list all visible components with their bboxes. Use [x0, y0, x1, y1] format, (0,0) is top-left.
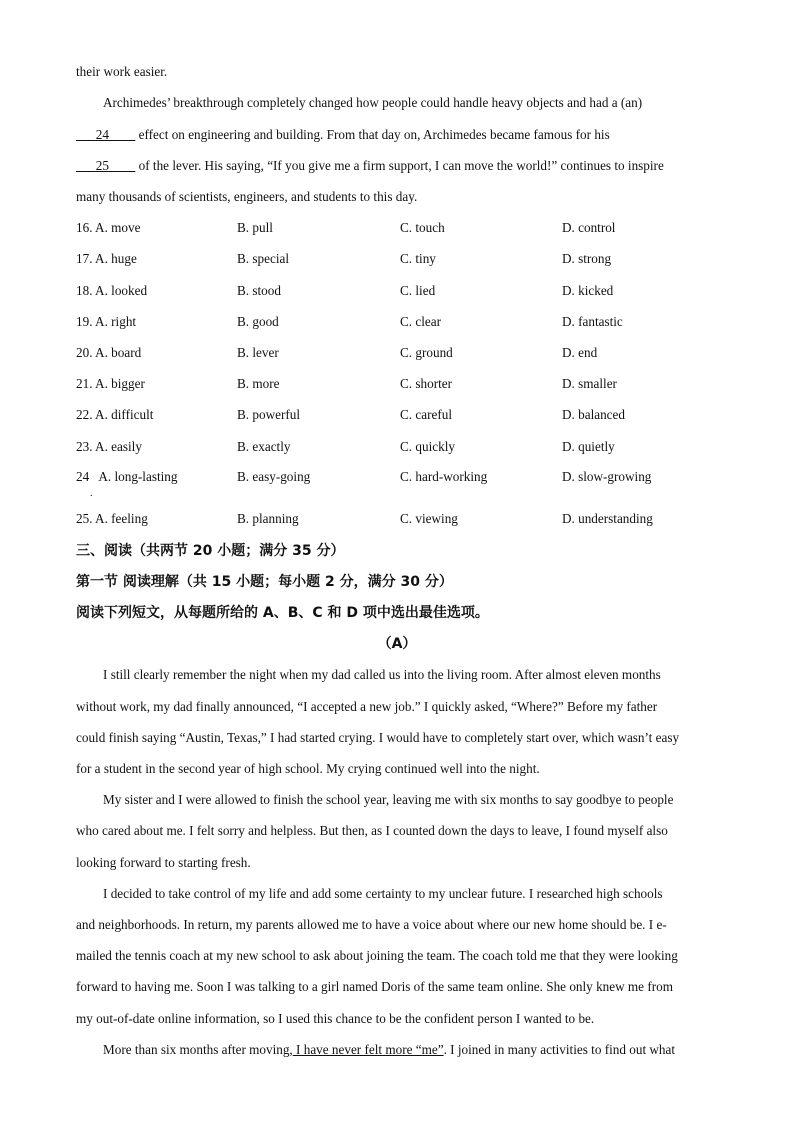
passage-line: without work, my dad finally announced, “I accepted a new job.” I quickly asked, “Where?” Before my father: [76, 699, 658, 714]
passage-line: could finish saying “Austin, Texas,” I had started crying. I would have to completely start over, which wasn’t easy: [76, 730, 680, 745]
passage-line: and neighborhoods. In return, my parents allowed me to have a voice about where our new home should be. I e-: [76, 917, 667, 932]
passage-line: I still clearly remember the night when my dad called us into the living room. After almost eleven months: [103, 667, 661, 682]
option-row: 25. A. feeling B. planning C. viewing D. understanding: [76, 511, 653, 526]
option-row: 22. A. difficult B. powerful C. careful D. balanced: [76, 407, 625, 422]
passage-line: my out-of-date online information, so I used this chance to be the confident person I wanted to be.: [76, 1011, 595, 1026]
option-row: 23. A. easily B. exactly C. quickly D. quietly: [76, 439, 615, 454]
section-title: 三、阅读（共两节 20 小题；满分 35 分）: [76, 543, 345, 559]
cloze-line: many thousands of scientists, engineers, and students to this day.: [76, 189, 418, 204]
passage-line: More than six months after moving, I have never felt more “me”. I joined in many activities to find out what: [103, 1042, 676, 1057]
stray-dot: .: [90, 488, 93, 499]
passage-line: forward to having me. Soon I was talking to a girl named Doris of the same team online. She only knew me from: [76, 979, 673, 994]
passage-line: who cared about me. I felt sorry and helpless. But then, as I counted down the days to leave, I found myself also: [76, 823, 668, 838]
option-row: 18. A. looked B. stood C. lied D. kicked: [76, 283, 614, 298]
cloze-line: their work easier.: [76, 64, 168, 79]
option-row: 20. A. board B. lever C. ground D. end: [76, 345, 598, 360]
blank-25: 25: [95, 158, 109, 173]
cloze-line: 24 effect on engineering and building. From that day on, Archimedes became famous for his: [76, 126, 610, 144]
option-row: 21. A. bigger B. more C. shorter D. smaller: [76, 376, 617, 391]
cloze-line: 25 of the lever. His saying, “If you give me a firm support, I can move the world!” continues to inspire: [76, 157, 664, 175]
section-instruction: 阅读下列短文，从每题所给的 A、B、C 和 D 项中选出最佳选项。: [76, 605, 489, 621]
option-row: 16. A. move B. pull C. touch D. control: [76, 220, 616, 235]
passage-line: My sister and I were allowed to finish the school year, leaving me with six months to say goodbye to people: [103, 792, 674, 807]
option-row: 17. A. huge B. special C. tiny D. strong: [76, 251, 612, 266]
passage-line: I decided to take control of my life and add some certainty to my unclear future. I researched high schools: [103, 886, 663, 901]
passage-line: for a student in the second year of high school. My crying continued well into the night.: [76, 761, 540, 776]
passage-line: mailed the tennis coach at my new school to ask about joining the team. The coach told me that they were looking: [76, 948, 678, 963]
option-row: 24 A. long-lasting B. easy-going C. hard-working D. slow-growing: [76, 469, 652, 484]
passage-line: looking forward to starting fresh.: [76, 855, 251, 870]
section-subtitle: 第一节 阅读理解（共 15 小题；每小题 2 分，满分 30 分）: [76, 574, 453, 590]
passage-label: （A）: [377, 636, 417, 652]
option-row: 19. A. right B. good C. clear D. fantastic: [76, 314, 623, 329]
cloze-line: Archimedes’ breakthrough completely changed how people could handle heavy objects and had a (an): [103, 95, 643, 110]
blank-24: 24: [95, 127, 109, 142]
underlined-phrase: I have never felt more “me”: [292, 1042, 444, 1057]
